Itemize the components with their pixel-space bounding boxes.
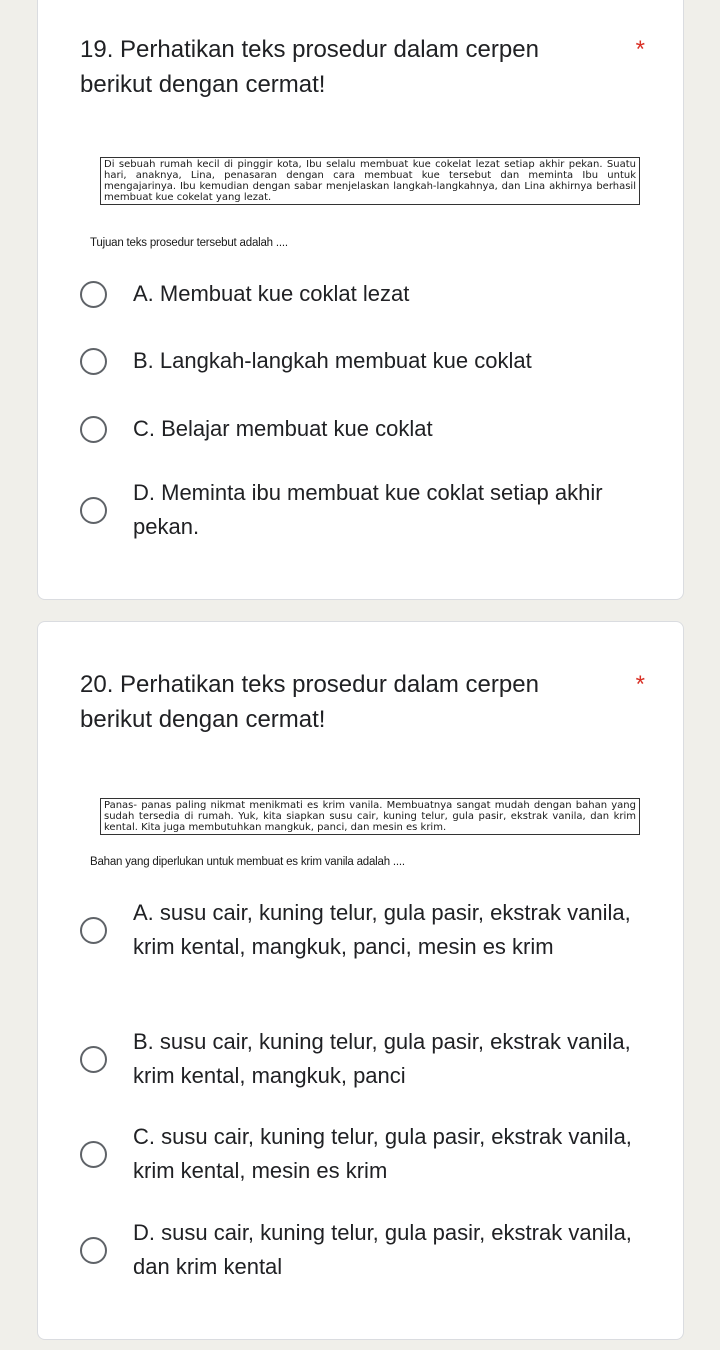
option-d[interactable] <box>80 1216 653 1284</box>
option-label: C. susu cair, kuning telur, gula pasir, ekstrak vanila, krim kental, mesin es krim <box>133 1124 632 1183</box>
option-a[interactable] <box>80 277 653 311</box>
required-asterisk: * <box>635 36 645 63</box>
option-label: B. susu cair, kuning telur, gula pasir, ekstrak vanila, krim kental, mangkuk, panci <box>133 1029 631 1088</box>
radio-button[interactable] <box>80 497 107 524</box>
option-label: C. Belajar membuat kue coklat <box>133 416 433 441</box>
radio-button[interactable] <box>80 348 107 375</box>
question-prompt: Tujuan teks prosedur tersebut adalah .... <box>90 237 288 249</box>
passage-image: Panas- panas paling nikmat menikmati es krim vanila. Membuatnya sangat mudah dengan bahan yang sudah tersedia di rumah. Yuk, kita siapkan susu cair, kuning telur, gula pasir, ekstrak vanila, dan krim kental. Kita juga membutuhkan mangkuk, panci, dan mesin es krim. <box>100 798 640 835</box>
option-a[interactable] <box>80 896 653 964</box>
question-title: 20. Perhatikan teks prosedur dalam cerpen berikut dengan cermat! <box>80 671 539 733</box>
radio-button[interactable] <box>80 1237 107 1264</box>
radio-button[interactable] <box>80 416 107 443</box>
option-d[interactable] <box>80 476 653 544</box>
question-prompt: Bahan yang diperlukan untuk membuat es krim vanila adalah .... <box>90 856 405 868</box>
question-card-19 <box>37 0 684 600</box>
radio-button[interactable] <box>80 917 107 944</box>
option-label: D. susu cair, kuning telur, gula pasir, ekstrak vanila, dan krim kental <box>133 1220 632 1279</box>
option-label: D. Meminta ibu membuat kue coklat setiap akhir pekan. <box>133 480 603 539</box>
option-label: B. Langkah-langkah membuat kue coklat <box>133 348 532 373</box>
passage-image: Di sebuah rumah kecil di pinggir kota, Ibu selalu membuat kue cokelat lezat setiap akhir pekan. Suatu hari, anaknya, Lina, penasaran dengan cara membuat kue tersebut dan meminta Ibu untuk mengajarinya. Ibu kemudian dengan sabar menjelaskan langkah-langkahnya, dan Lina akhirnya berhasil membuat kue cokelat yang lezat. <box>100 157 640 205</box>
radio-button[interactable] <box>80 1141 107 1168</box>
radio-button[interactable] <box>80 1046 107 1073</box>
question-card-20 <box>37 621 684 1340</box>
question-title: 19. Perhatikan teks prosedur dalam cerpen berikut dengan cermat! <box>80 36 539 98</box>
option-label: A. Membuat kue coklat lezat <box>133 281 410 306</box>
option-c[interactable] <box>80 1120 653 1188</box>
option-b[interactable] <box>80 1025 653 1093</box>
required-asterisk: * <box>635 671 645 698</box>
option-b[interactable] <box>80 344 653 378</box>
option-label: A. susu cair, kuning telur, gula pasir, ekstrak vanila, krim kental, mangkuk, panci, mesin es krim <box>133 900 631 959</box>
radio-button[interactable] <box>80 281 107 308</box>
option-c[interactable] <box>80 412 653 446</box>
